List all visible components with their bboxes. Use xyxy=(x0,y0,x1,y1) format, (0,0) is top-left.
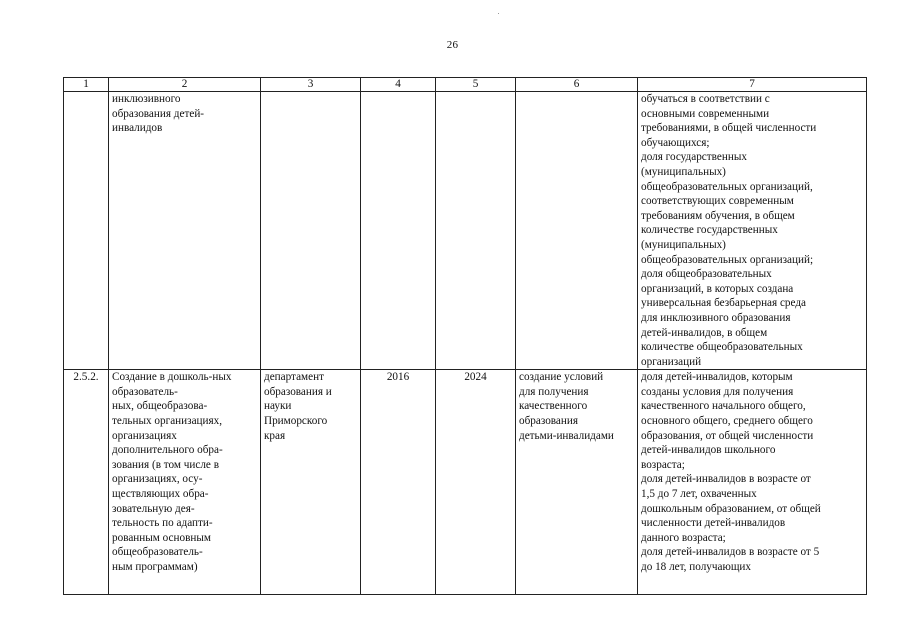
row-number: 2.5.2. xyxy=(64,370,109,595)
measure-name-line: дополнительного обра- xyxy=(112,444,223,457)
expected-result-line: создание условий xyxy=(519,371,604,384)
cont-col7-line: организаций, в которых создана xyxy=(641,282,794,295)
indicator-line: возраста; xyxy=(641,458,685,471)
measure-name-line: ных, общеобразова- xyxy=(112,400,208,413)
expected-result-line: детьми-инвалидами xyxy=(519,429,614,442)
end-year: 2024 xyxy=(436,370,516,595)
cont-col7-line: (муниципальных) xyxy=(641,238,726,251)
table-header-row xyxy=(64,78,867,92)
table-row-continuation xyxy=(64,92,867,370)
measure-name-line: организациях, осу- xyxy=(112,473,203,486)
header-col-4: 4 xyxy=(361,78,436,92)
cont-col2-line: образования детей- xyxy=(112,107,205,120)
indicator-line: доля детей-инвалидов в возрасте от 5 xyxy=(641,546,820,559)
cont-col7-line: общеобразовательных организаций, xyxy=(641,180,813,193)
scan-dot xyxy=(498,13,499,14)
cont-col7-line: количестве государственных xyxy=(641,224,778,237)
cont-col7-line: требованиям обучения, в общем xyxy=(641,209,795,222)
indicator-line: дошкольным образованием, от общей xyxy=(641,502,821,515)
cont-col7-line: обучаться в соответствии с xyxy=(641,93,770,105)
measure-name-line: зовательную дея- xyxy=(112,502,195,515)
cont-col7-line: доля государственных xyxy=(641,151,747,164)
measure-name-line: ным программам) xyxy=(112,561,198,573)
cont-col-3 xyxy=(261,92,361,370)
indicator-line: 1,5 до 7 лет, охваченных xyxy=(641,488,757,501)
header-col-2: 2 xyxy=(109,78,261,92)
measure-name-line: ществляющих обра- xyxy=(112,488,209,501)
header-col-6: 6 xyxy=(516,78,638,92)
indicators xyxy=(638,370,867,595)
cont-col7-line: обучающихся; xyxy=(641,136,710,149)
cont-col-2 xyxy=(109,92,261,370)
measure-name-line: общеобразователь- xyxy=(112,546,203,559)
responsible-executor xyxy=(261,370,361,595)
executor-line: края xyxy=(264,429,286,442)
measure-name xyxy=(109,370,261,595)
cont-col7-line: (муниципальных) xyxy=(641,165,726,178)
cont-col-5 xyxy=(436,92,516,370)
header-col-7: 7 xyxy=(638,78,867,92)
indicator-line: численности детей-инвалидов xyxy=(641,517,786,530)
cont-col7-line: соответствующих современным xyxy=(641,195,794,208)
executor-line: Приморского xyxy=(264,415,328,428)
cont-col7-line: количестве общеобразовательных xyxy=(641,341,803,354)
cont-col-6 xyxy=(516,92,638,370)
expected-result-line: для получения xyxy=(519,385,589,398)
cont-col7-line: организаций xyxy=(641,355,702,368)
cont-col7-line: доля общеобразовательных xyxy=(641,268,772,281)
program-table xyxy=(63,77,867,595)
indicator-line: основного общего, среднего общего xyxy=(641,415,813,428)
cont-col-1 xyxy=(64,92,109,370)
cont-col7-line: основными современными xyxy=(641,107,770,120)
cont-col7-line: требованиями, в общей численности xyxy=(641,122,817,135)
expected-result xyxy=(516,370,638,595)
executor-line: науки xyxy=(264,400,292,413)
cont-col-7 xyxy=(638,92,867,370)
cont-col7-line: для инклюзивного образования xyxy=(641,311,791,324)
measure-name-line: рованным основным xyxy=(112,531,211,544)
page-number: 26 xyxy=(446,39,459,51)
cont-col7-line: общеобразовательных организаций; xyxy=(641,253,814,266)
measure-name-line: зования (в том числе в xyxy=(112,458,219,471)
executor-line: образования и xyxy=(264,385,332,398)
indicator-line: доля детей-инвалидов в возрасте от xyxy=(641,473,811,486)
measure-name-line: Создание в дошколь-ных xyxy=(112,371,232,384)
indicator-line: детей-инвалидов школьного xyxy=(641,444,776,457)
cont-col2-line: инклюзивного xyxy=(112,93,181,105)
measure-name-line: тельность по адапти- xyxy=(112,517,213,530)
start-year: 2016 xyxy=(361,370,436,595)
header-col-5: 5 xyxy=(436,78,516,92)
cont-col2-line: инвалидов xyxy=(112,122,163,135)
indicator-line: образования, от общей численности xyxy=(641,429,814,442)
expected-result-line: образования xyxy=(519,415,579,428)
indicator-line: до 18 лет, получающих xyxy=(641,561,752,573)
indicator-line: данного возраста; xyxy=(641,531,726,544)
table-row-2-5-2 xyxy=(64,370,867,595)
header-col-3: 3 xyxy=(261,78,361,92)
executor-line: департамент xyxy=(264,371,324,384)
indicator-line: качественного начального общего, xyxy=(641,400,806,413)
header-col-1: 1 xyxy=(64,78,109,92)
cont-col7-line: детей-инвалидов, в общем xyxy=(641,326,768,339)
cont-col7-line: универсальная безбарьерная среда xyxy=(641,297,806,310)
measure-name-line: образователь- xyxy=(112,385,178,398)
cont-col-4 xyxy=(361,92,436,370)
expected-result-line: качественного xyxy=(519,400,588,413)
indicator-line: доля детей-инвалидов, которым xyxy=(641,371,793,384)
measure-name-line: тельных организациях, xyxy=(112,415,223,428)
measure-name-line: организациях xyxy=(112,429,177,442)
indicator-line: созданы условия для получения xyxy=(641,385,794,398)
